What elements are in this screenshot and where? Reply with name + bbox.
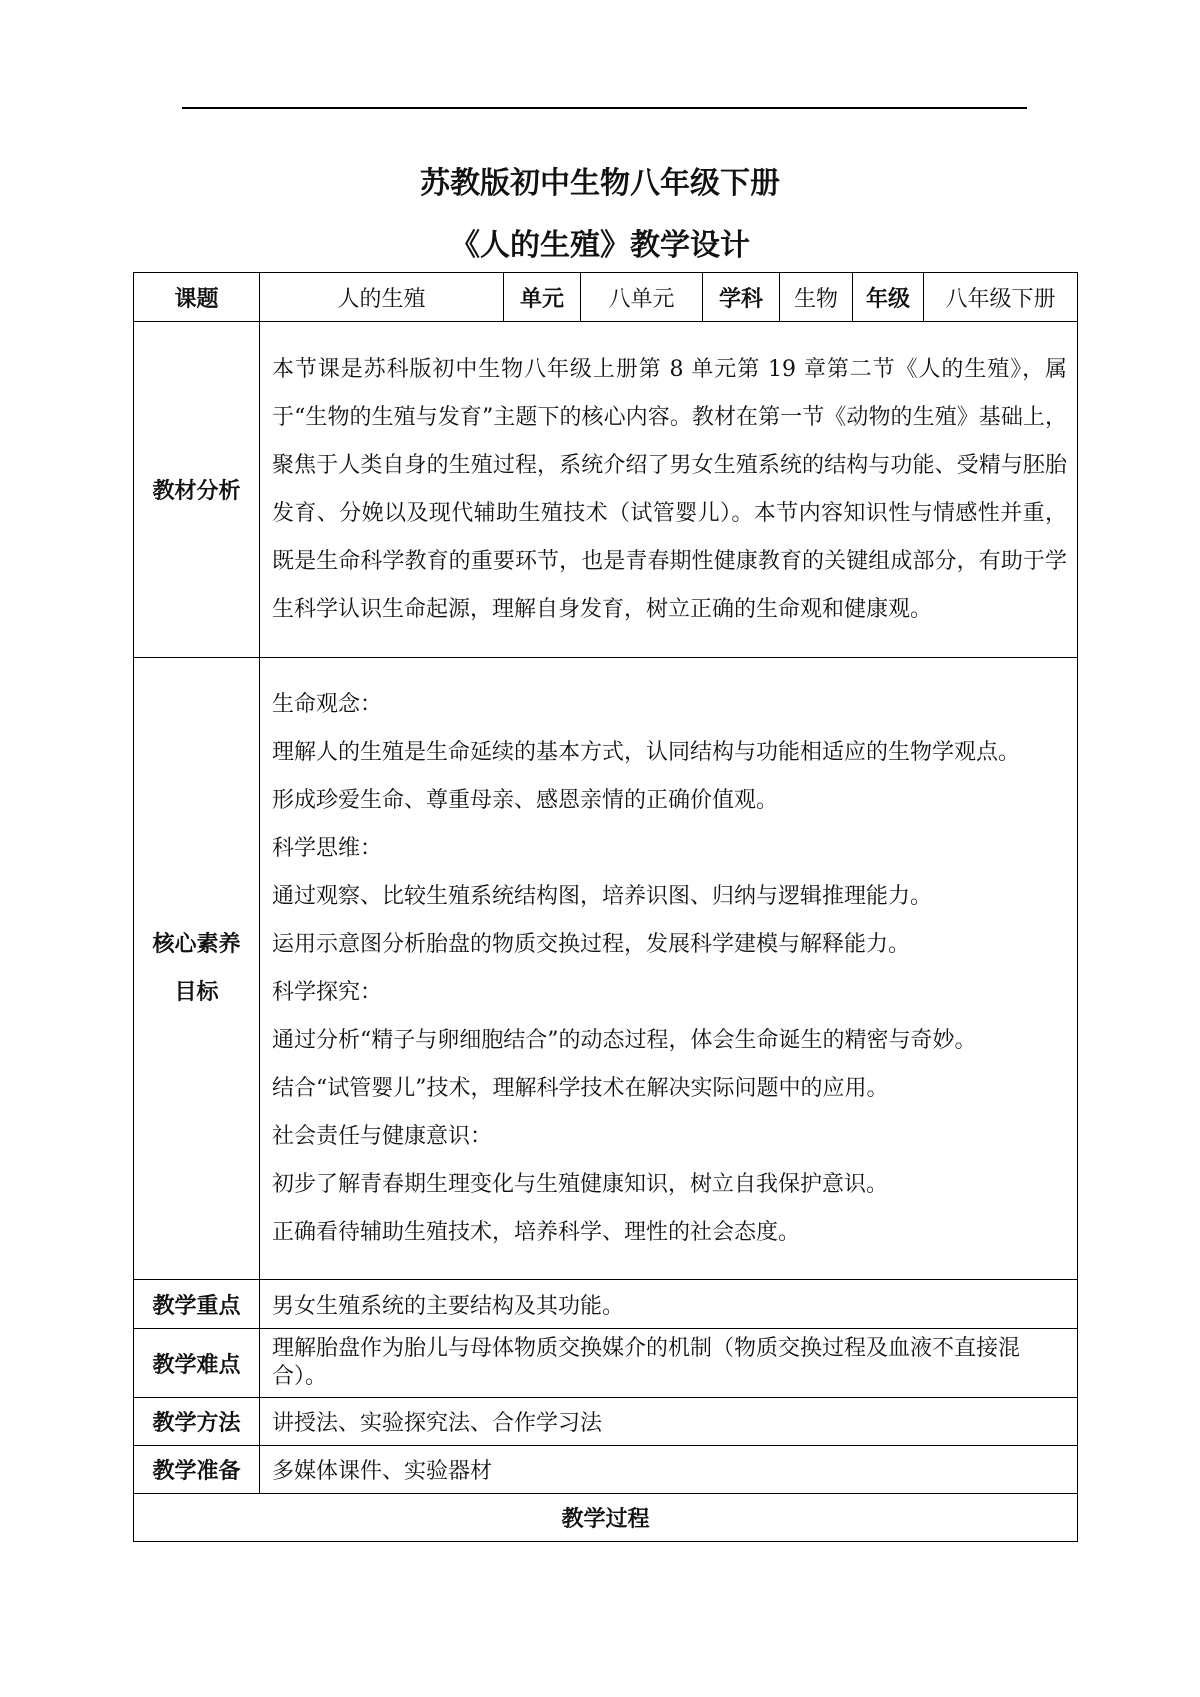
process-row — [134, 1494, 1078, 1542]
preparation-row — [134, 1446, 1078, 1494]
lesson-plan-table — [133, 272, 1078, 1542]
goal-item: 形成珍爱生命、尊重母亲、感恩亲情的正确价值观。 — [272, 787, 779, 813]
goal-heading-social-responsibility: 社会责任与健康意识： — [272, 1123, 493, 1149]
preparation-text: 多媒体课件、实验器材 — [260, 1446, 1078, 1494]
goal-item: 正确看待辅助生殖技术，培养科学、理性的社会态度。 — [272, 1219, 801, 1245]
key-point-label: 教学重点 — [134, 1280, 260, 1329]
goal-item: 理解人的生殖是生命延续的基本方式，认同结构与功能相适应的生物学观点。 — [272, 739, 1021, 765]
method-label: 教学方法 — [134, 1398, 260, 1446]
goal-item: 初步了解青春期生理变化与生殖健康知识，树立自我保护意识。 — [272, 1171, 889, 1197]
core-goals-row — [134, 658, 1078, 1280]
process-label: 教学过程 — [134, 1494, 1078, 1542]
document-title: 苏教版初中生物八年级下册 — [420, 166, 780, 201]
header-rule — [182, 107, 1027, 109]
goal-heading-scientific-thinking: 科学思维： — [272, 835, 383, 861]
key-point-text: 男女生殖系统的主要结构及其功能。 — [260, 1280, 1078, 1329]
info-row — [134, 273, 1078, 322]
topic-label: 课题 — [134, 273, 260, 322]
unit-value: 八单元 — [581, 273, 703, 322]
core-goals-label-line2: 目标 — [174, 979, 219, 1005]
goal-heading-scientific-inquiry: 科学探究： — [272, 979, 383, 1005]
preparation-label: 教学准备 — [134, 1446, 260, 1494]
method-row — [134, 1398, 1078, 1446]
subject-label: 学科 — [703, 273, 780, 322]
material-analysis-text: 本节课是苏科版初中生物八年级上册第 8 单元第 19 章第二节《人的生殖》，属于“生物的生殖与发育”主题下的核心内容。教材在第一节《动物的生殖》基础上，聚焦于人类自身的生殖过程，系统介绍了男女生殖系统的结构与功能、受精与胚胎发育、分娩以及现代辅助生殖技术（试管婴儿）。本节内容知识性与情感性并重，既是生命科学教育的重要环节，也是青春期性健康教育的关键组成部分，有助于学生科学认识生命起源，理解自身发育，树立正确的生命观和健康观。 — [260, 322, 1078, 658]
key-point-row — [134, 1280, 1078, 1329]
method-text: 讲授法、实验探究法、合作学习法 — [260, 1398, 1078, 1446]
goal-item: 通过分析“精子与卵细胞结合”的动态过程，体会生命诞生的精密与奇妙。 — [272, 1027, 977, 1053]
material-analysis-row — [134, 322, 1078, 658]
subject-value: 生物 — [780, 273, 853, 322]
core-goals-label — [134, 658, 260, 1280]
topic-value: 人的生殖 — [260, 273, 504, 322]
goal-item: 通过观察、比较生殖系统结构图，培养识图、归纳与逻辑推理能力。 — [272, 883, 933, 909]
goal-item: 运用示意图分析胎盘的物质交换过程，发展科学建模与解释能力。 — [272, 931, 911, 957]
grade-value: 八年级下册 — [924, 273, 1078, 322]
difficulty-row — [134, 1329, 1078, 1398]
unit-label: 单元 — [504, 273, 581, 322]
difficulty-text: 理解胎盘作为胎儿与母体物质交换媒介的机制（物质交换过程及血液不直接混合）。 — [260, 1329, 1078, 1398]
grade-label: 年级 — [853, 273, 924, 322]
document-subtitle: 《人的生殖》教学设计 — [450, 228, 750, 263]
core-goals-label-line1: 核心素养 — [152, 931, 241, 957]
goal-heading-life-concept: 生命观念： — [272, 691, 383, 717]
material-analysis-label: 教材分析 — [134, 322, 260, 658]
difficulty-label: 教学难点 — [134, 1329, 260, 1398]
goal-item: 结合“试管婴儿”技术，理解科学技术在解决实际问题中的应用。 — [272, 1075, 889, 1101]
core-goals-content — [260, 658, 1078, 1280]
